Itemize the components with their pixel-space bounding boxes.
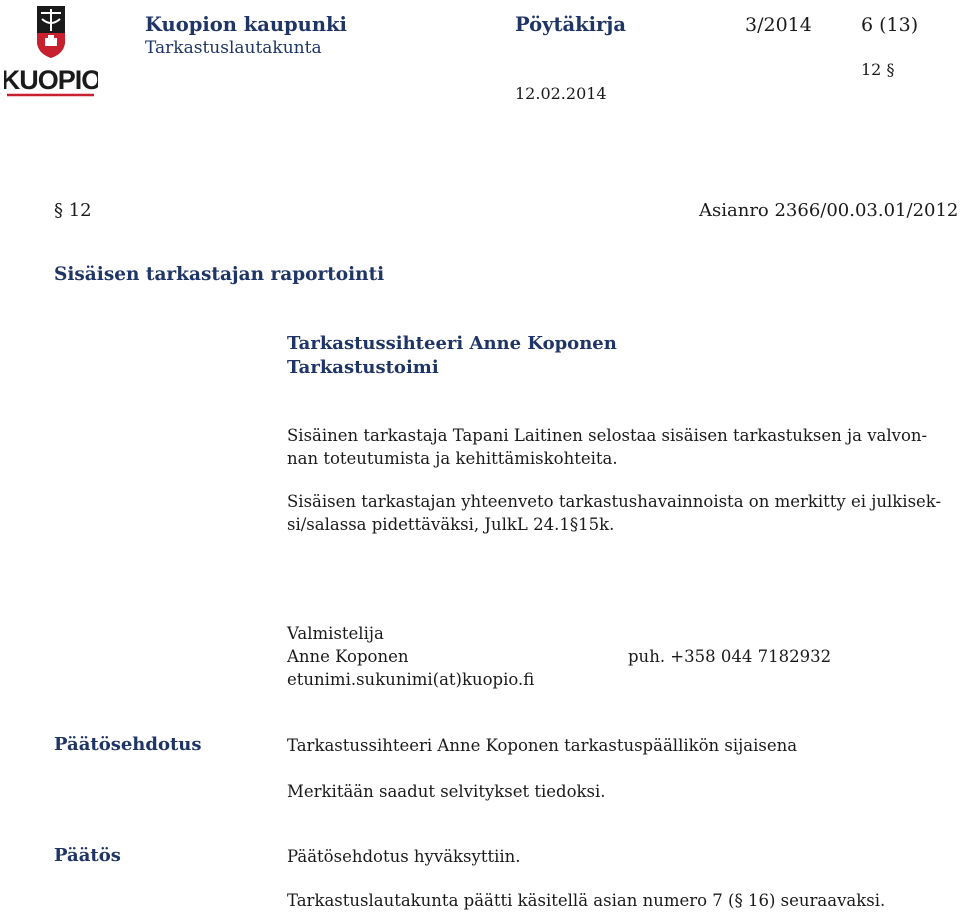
preparer-phone: puh. +358 044 7182932 (628, 647, 832, 666)
board-name: Tarkastuslautakunta (145, 38, 322, 58)
section-number: § 12 (54, 200, 92, 221)
decision-followup: Tarkastuslautakunta päätti käsitellä asian numero 7 (§ 16) seuraavaksi. (287, 891, 886, 910)
proposal-text: Merkitään saadut selvitykset tiedoksi. (287, 782, 606, 801)
presenter-block (287, 332, 617, 380)
decision-text: Päätösehdotus hyväksyttiin. (287, 847, 521, 866)
presenter-unit: Tarkastustoimi (287, 357, 439, 378)
presenter-name: Tarkastussihteeri Anne Koponen (287, 333, 617, 354)
paragraph-line: Sisäinen tarkastaja Tapani Laitinen selostaa sisäisen tarkastuksen ja valvon- (287, 426, 928, 445)
case-number: Asianro 2366/00.03.01/2012 (699, 200, 959, 221)
document-type: Pöytäkirja (515, 13, 627, 36)
preparer-name: Anne Koponen (287, 647, 409, 666)
paragraph-line: Sisäisen tarkastajan yhteenveto tarkastushavainnoista on merkitty ei julkisek- (287, 492, 942, 511)
meeting-date: 12.02.2014 (515, 84, 607, 103)
preparer-block (287, 622, 534, 691)
preparer-label: Valmistelija (287, 624, 384, 643)
svg-text:KUOPIO: KUOPIO (4, 65, 98, 95)
paragraph-line: nan toteutumista ja kehittämiskohteita. (287, 449, 618, 468)
section-reference: 12 § (861, 60, 895, 79)
item-title: Sisäisen tarkastajan raportointi (54, 264, 385, 285)
proposal-by: Tarkastussihteeri Anne Koponen tarkastuspäällikön sijaisena (287, 736, 798, 755)
proposal-label: Päätösehdotus (54, 734, 202, 755)
preparer-email: etunimi.sukunimi(at)kuopio.fi (287, 670, 535, 689)
paragraph-line: si/salassa pidettäväksi, JulkL 24.1§15k. (287, 515, 615, 534)
kuopio-logo (4, 3, 98, 99)
city-name: Kuopion kaupunki (145, 13, 347, 36)
paragraph-report (287, 424, 927, 470)
paragraph-confidentiality (287, 490, 941, 536)
document-number: 3/2014 (745, 14, 812, 36)
decision-label: Päätös (54, 845, 121, 866)
page-number: 6 (13) (861, 14, 919, 36)
city-crest-icon (4, 3, 98, 99)
